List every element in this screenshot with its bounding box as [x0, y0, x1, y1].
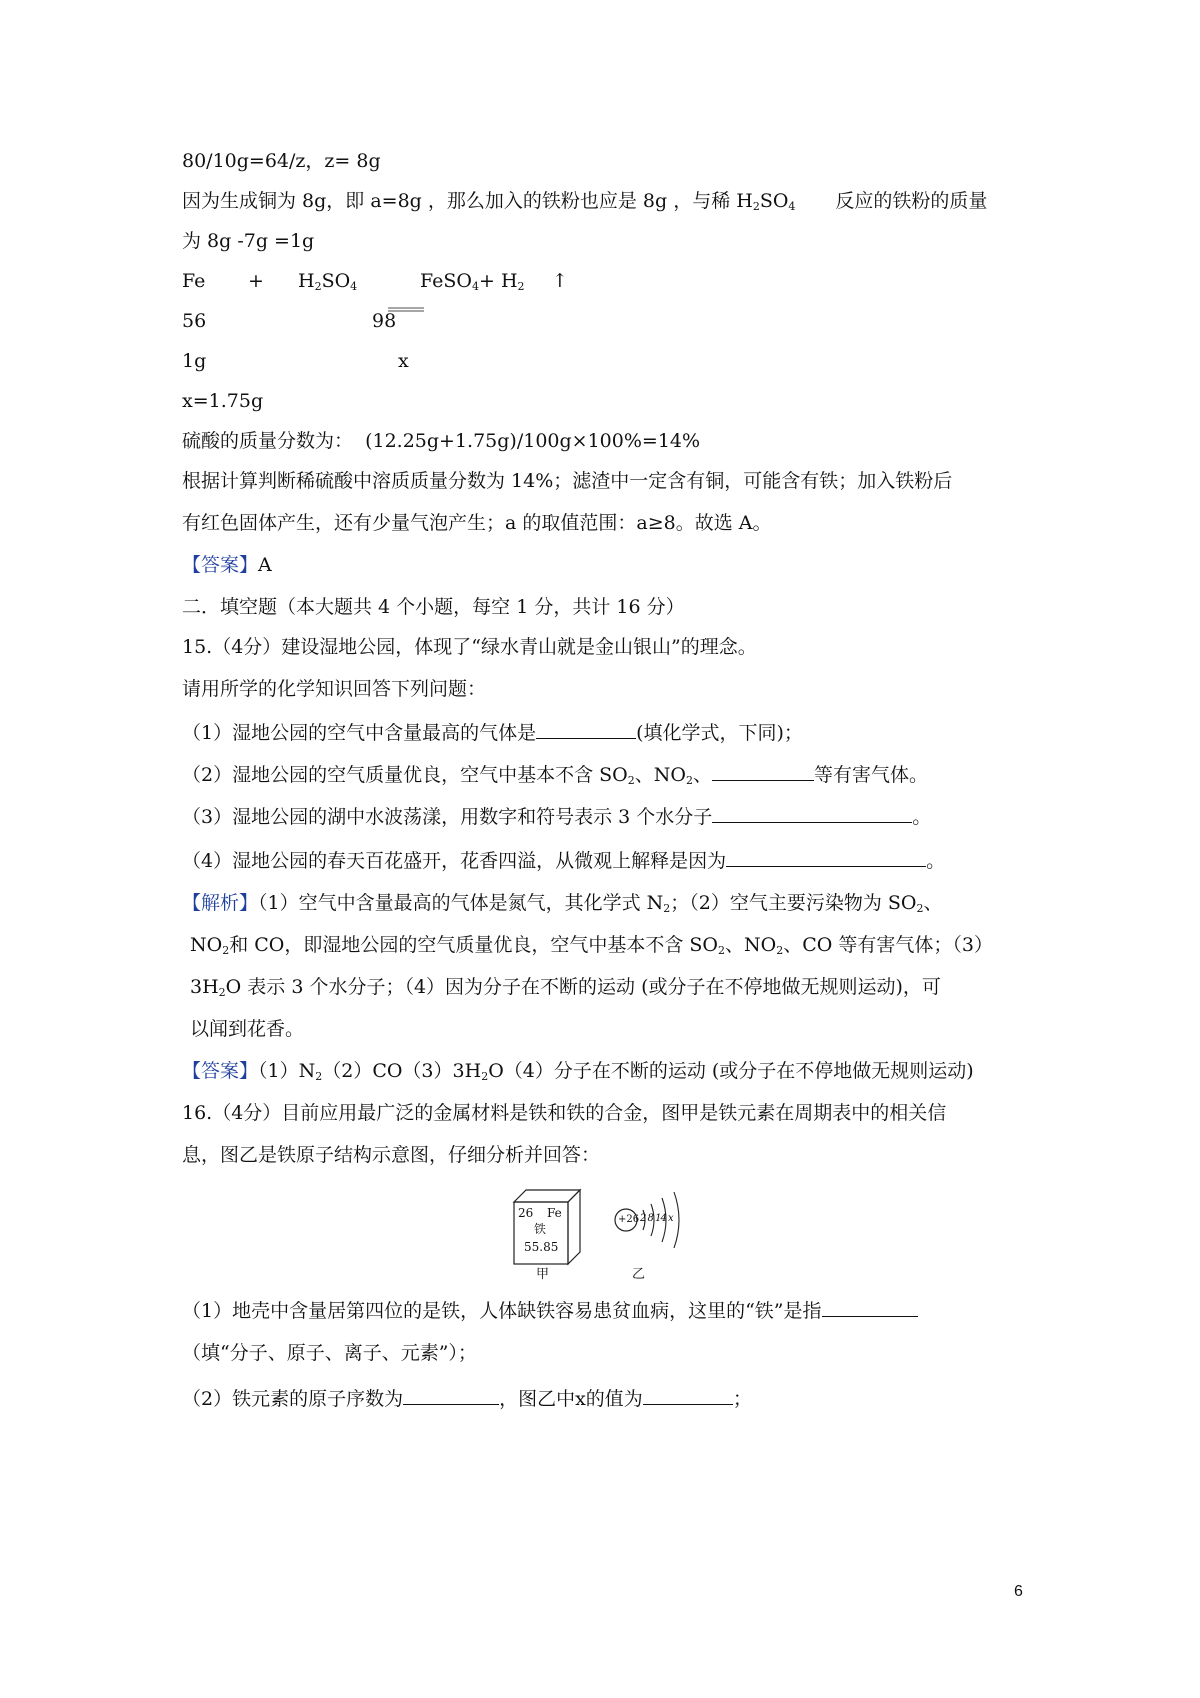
- eq-h2: + H: [478, 270, 518, 292]
- answer-blank[interactable]: [822, 1296, 918, 1317]
- answer-blank[interactable]: [643, 1384, 733, 1405]
- answer-blank[interactable]: [712, 802, 912, 823]
- exp-text: 、CO 等有害气体；（3）: [783, 934, 993, 956]
- q15-part-3-text-b: 。: [912, 806, 932, 828]
- nucleus-charge: +26: [618, 1214, 640, 1225]
- answer-tag: 【答案】: [182, 554, 259, 576]
- q15-title: 15.（4分）建设湿地公园，体现了“绿水青山就是金山银山”的理念。: [182, 636, 757, 658]
- q15-part-1-text: （1）湿地公园的空气中含量最高的气体是: [182, 722, 537, 744]
- q16-line-1: 16.（4分）目前应用最广泛的金属材料是铁和铁的合金，图甲是铁元素在周期表中的相关信: [182, 1102, 947, 1124]
- conclusion-line-1: 根据计算判断稀硫酸中溶质质量分数为 14%；滤渣中一定含有铜，可能含有铁；加入铁粉后: [182, 470, 953, 492]
- subscript: 2: [315, 1070, 323, 1083]
- iron-figure: [512, 1188, 698, 1284]
- eq-so: SO: [321, 270, 351, 292]
- q15-explanation-line-2: [190, 932, 993, 958]
- calc-line-1: 80/10g=64/z，z= 8g: [182, 150, 381, 172]
- calc-line-2: [182, 188, 987, 214]
- section-heading: 二．填空题（本大题共 4 个小题，每空 1 分，共计 16 分）: [182, 596, 685, 618]
- answer-blank[interactable]: [726, 846, 926, 867]
- q15-part-3: [182, 802, 931, 830]
- exp-text: NO: [190, 934, 223, 956]
- eq-feso: FeSO: [420, 270, 472, 292]
- q15-part-4-text-b: 。: [926, 850, 946, 872]
- answer-text: （1）N: [258, 1060, 316, 1082]
- conclusion-line-2: 有红色固体产生，还有少量气泡产生；a 的取值范围：a≥8。故选 A。: [182, 512, 772, 534]
- answer-blank[interactable]: [712, 760, 814, 781]
- subscript: 2: [517, 280, 525, 293]
- subscript: 4: [788, 200, 796, 213]
- answer-text: A: [258, 554, 272, 576]
- subscript: 2: [916, 902, 924, 915]
- exp-text: 和 CO，即湿地公园的空气质量优良，空气中基本不含 SO: [229, 934, 718, 956]
- mass-x: x: [398, 350, 409, 372]
- q15-explanation-line-1: [182, 890, 943, 916]
- q16-part-1-text: （1）地壳中含量居第四位的是铁，人体缺铁容易患贫血病，这里的“铁”是指: [182, 1300, 822, 1322]
- q15-part-1: [182, 718, 803, 746]
- eq-products: [420, 268, 525, 294]
- element-symbol: Fe: [547, 1206, 562, 1220]
- subscript: 2: [752, 200, 760, 213]
- subscript: 2: [776, 944, 784, 957]
- q16-part-2: [182, 1384, 752, 1412]
- answer-blank[interactable]: [536, 718, 636, 739]
- q16-part-1: [182, 1296, 918, 1324]
- q15-intro: 请用所学的化学知识回答下列问题：: [182, 678, 487, 700]
- subscript: 2: [218, 986, 226, 999]
- calc-line-3: 为 8g -7g =1g: [182, 230, 315, 252]
- eq-plus: +: [248, 270, 264, 292]
- answer-tag: 【答案】: [182, 1060, 259, 1082]
- eq-fe: Fe: [182, 270, 206, 292]
- calc-result: x=1.75g: [182, 390, 264, 412]
- q15-explanation-line-4: 以闻到花香。: [190, 1018, 305, 1040]
- answer-text: O（4）分子在不断的运动 (或分子在不停地做无规则运动): [488, 1060, 974, 1082]
- q15-explanation-line-3: [190, 974, 941, 1000]
- answer-blank[interactable]: [403, 1384, 499, 1405]
- q15-part-4-text: （4）湿地公园的春天百花盛开，花香四溢，从微观上解释是因为: [182, 850, 727, 872]
- subscript: 2: [222, 944, 230, 957]
- q15-answer: [182, 1058, 974, 1084]
- figure-label-b: 乙: [632, 1267, 646, 1282]
- q15-part-2-text-d: 等有害气体。: [813, 764, 928, 786]
- subscript: 2: [663, 902, 671, 915]
- q15-part-2-text: （2）湿地公园的空气质量优良，空气中基本不含 SO: [182, 764, 628, 786]
- answer-14: [182, 552, 272, 578]
- eq-sulfuric-acid: [298, 268, 357, 294]
- q15-part-2-text-c: 、: [692, 764, 712, 786]
- mass-fe: 1g: [182, 350, 207, 372]
- exp-text: （1）空气中含量最高的气体是氮气，其化学式 N: [258, 892, 664, 914]
- calc-line-2-text-a: 因为生成铜为 8g，即 a=8g ，那么加入的铁粉也应是 8g ，与稀 H: [182, 190, 753, 212]
- subscript: 4: [471, 280, 479, 293]
- subscript: 2: [718, 944, 725, 957]
- q16-part-2-text: （2）铁元素的原子序数为: [182, 1388, 404, 1410]
- q15-part-4: [182, 846, 945, 874]
- q15-part-2: [182, 760, 928, 788]
- calc-fraction: 硫酸的质量分数为： (12.25g+1.75g)/100g×100%=14%: [182, 430, 701, 452]
- page-number: 6: [1014, 1583, 1023, 1600]
- molar-mass-fe: 56: [182, 310, 207, 332]
- exp-text: ；（2）空气主要污染物为 SO: [670, 892, 917, 914]
- q15-part-1-text-b: (填化学式，下同)；: [636, 722, 803, 744]
- electron-shells: 2 8 14 x: [640, 1213, 673, 1224]
- q16-part-2-text-c: ；: [732, 1388, 752, 1410]
- answer-text: （2）CO（3）3H: [322, 1060, 482, 1082]
- exp-text: 3H: [190, 976, 219, 998]
- q15-part-3-text: （3）湿地公园的湖中水波荡漾，用数字和符号表示 3 个水分子: [182, 806, 713, 828]
- eq-h: H: [298, 270, 315, 292]
- calc-line-2-text-c: 反应的铁粉的质量: [835, 190, 988, 212]
- explanation-tag: 【解析】: [182, 892, 259, 914]
- exp-text: O 表示 3 个水分子；（4）因为分子在不断的运动 (或分子在不停地做无规则运动)，可: [225, 976, 941, 998]
- atomic-number: 26: [518, 1206, 534, 1220]
- subscript: 4: [350, 280, 358, 293]
- calc-line-2-text-b: SO: [759, 190, 789, 212]
- q15-part-2-text-b: 、NO: [634, 764, 686, 786]
- q16-part-2-text-b: ，图乙中x的值为: [499, 1388, 643, 1410]
- subscript: 2: [481, 1070, 489, 1083]
- atomic-mass: 55.85: [524, 1240, 559, 1254]
- q16-part-1-note: （填“分子、原子、离子、元素”）；: [182, 1342, 477, 1364]
- gas-arrow-icon: ↑: [552, 270, 568, 292]
- exp-text: 、: [923, 892, 943, 914]
- exp-text: 、NO: [725, 934, 777, 956]
- molar-mass-acid: 98: [372, 310, 397, 332]
- q16-line-2: 息，图乙是铁原子结构示意图，仔细分析并回答：: [182, 1144, 601, 1166]
- element-name: 铁: [534, 1222, 547, 1236]
- subscript: 2: [627, 774, 635, 787]
- subscript: 2: [314, 280, 322, 293]
- subscript: 2: [685, 774, 693, 787]
- figure-label-a: 甲: [536, 1267, 550, 1282]
